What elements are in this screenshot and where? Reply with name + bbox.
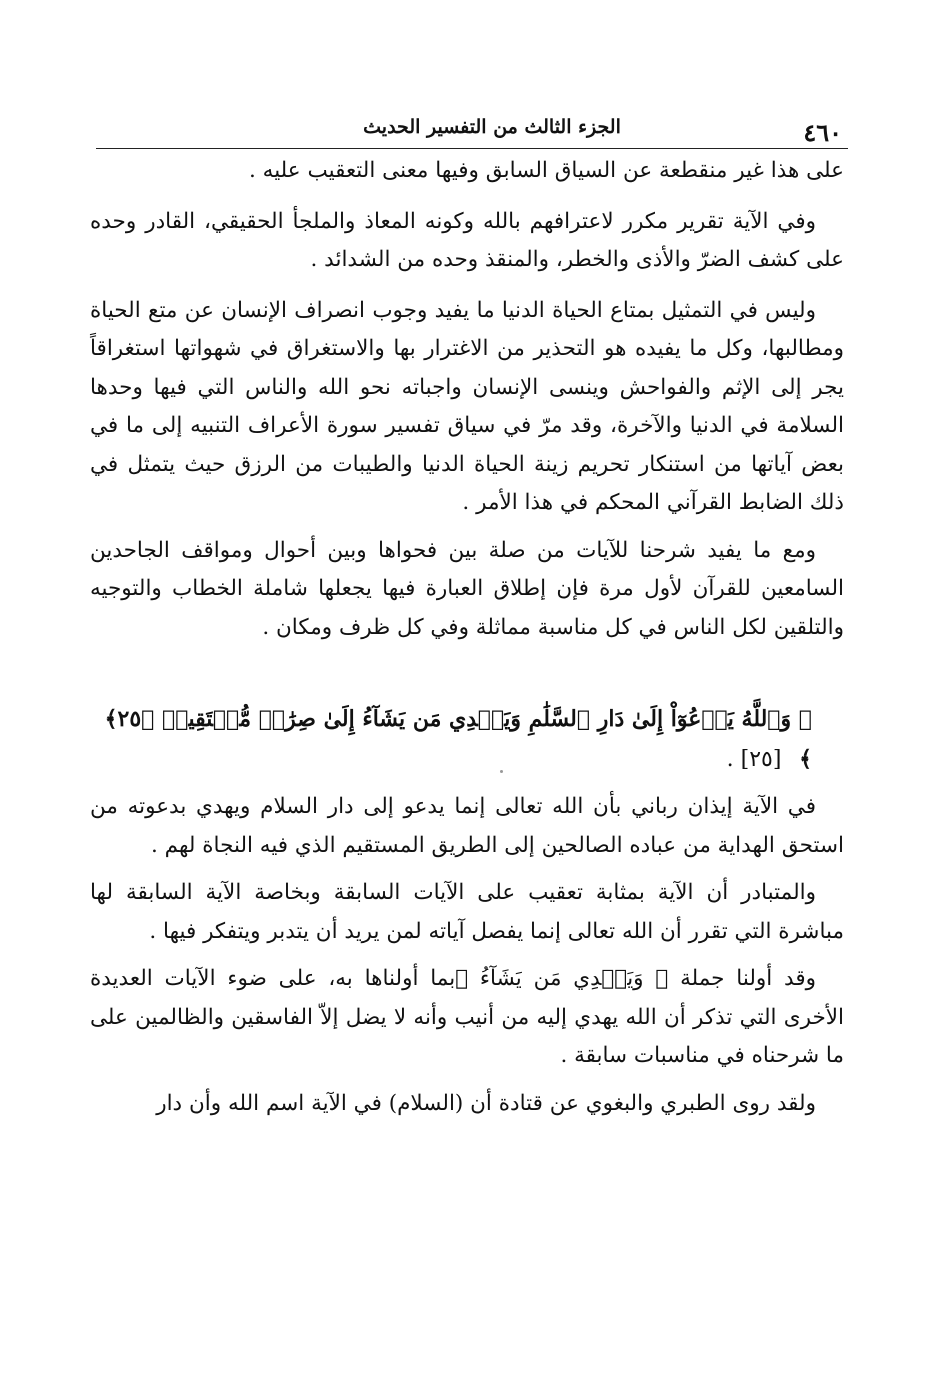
paragraph: ولقد روى الطبري والبغوي عن قتادة أن (السلام) في الآية اسم الله وأن دار	[156, 1090, 816, 1116]
paragraph: ومع ما يفيد شرحنا للآيات من صلة بين فحواها وبين أحوال ومواقف الجاحدين السامعين للقرآن لأول مرة فإن إطلاق العبارة فيها يجعلها شاملة الخطاب والتوجيه والتلقين لكل الناس في كل مناسبة مماثلة وفي كل ظرف ومكان .	[90, 537, 844, 640]
paragraph: وليس في التمثيل بمتاع الحياة الدنيا ما يفيد وجوب انصراف الإنسان عن متع الحياة ومطالبها، وكل ما يفيده هو التحذير من الاغترار بها والاستغراق في شهواتها استغراقاً يجر إلى الإثم والفواحش وينسى الإنسان واجباته نحو الله والناس التي فيها وحدها السلامة في الدنيا والآخرة، وقد مرّ في سياق تفسير سورة الأعراف التنبيه إلى ما في بعض آياتها من استنكار تحريم زينة الحياة الدنيا والطيبات من الرزق حيث يتمثل في ذلك الضابط القرآني المحكم في هذا الأمر .	[90, 297, 844, 515]
body-text	[90, 152, 844, 1123]
running-title: الجزء الثالث من التفسير الحديث	[363, 116, 621, 138]
paragraph: على هذا غير منقطعة عن السياق السابق وفيها معنى التعقيب عليه .	[249, 158, 844, 183]
verse-text: ﴿ وَٱللَّهُ يَدۡعُوٓاْ إِلَىٰ دَارِ ٱلسَّلَٰمِ وَيَهۡدِي مَن يَشَآءُ إِلَىٰ صِرَٰطٖ مُّسۡتَقِيمٖ ﴿٢٥﴾ ﴾	[104, 706, 812, 772]
paragraph: وقد أولنا جملة ﴿ وَيَهۡدِي مَن يَشَآءُ ﴾بما أولناها به، على ضوء الآيات العديدة الأخرى التي تذكر أن الله يهدي إليه من أنيب وأنه لا يضل إلاّ الفاسقين والظالمين على ما شرحناه في مناسبات سابقة .	[90, 966, 844, 1068]
paragraph: والمتبادر أن الآية بمثابة تعقيب على الآيات السابقة وبخاصة الآية السابقة لها مباشرة التي تقرر أن الله تعالى إنما يفصل آياته لمن يريد أن يتدبر ويتفكر فيها .	[90, 880, 844, 944]
quran-verse	[90, 699, 844, 780]
paragraph: في الآية إيذان رباني بأن الله تعالى إنما يدعو إلى دار السلام ويهدي بدعوته من استحق الهداية من عباده الصالحين إلى الطريق المستقيم الذي فيه النجاة لهم .	[90, 794, 844, 858]
verse-reference: [٢٥] .	[726, 747, 782, 772]
page-header	[96, 112, 848, 149]
paragraph: وفي الآية تقرير مكرر لاعترافهم بالله وكونه المعاذ والملجأ الحقيقي، القادر وحده على كشف الضرّ والأذى والخطر، والمنقذ وحده من الشدائد .	[90, 208, 844, 272]
page-number: ٤٦٠	[803, 118, 842, 147]
